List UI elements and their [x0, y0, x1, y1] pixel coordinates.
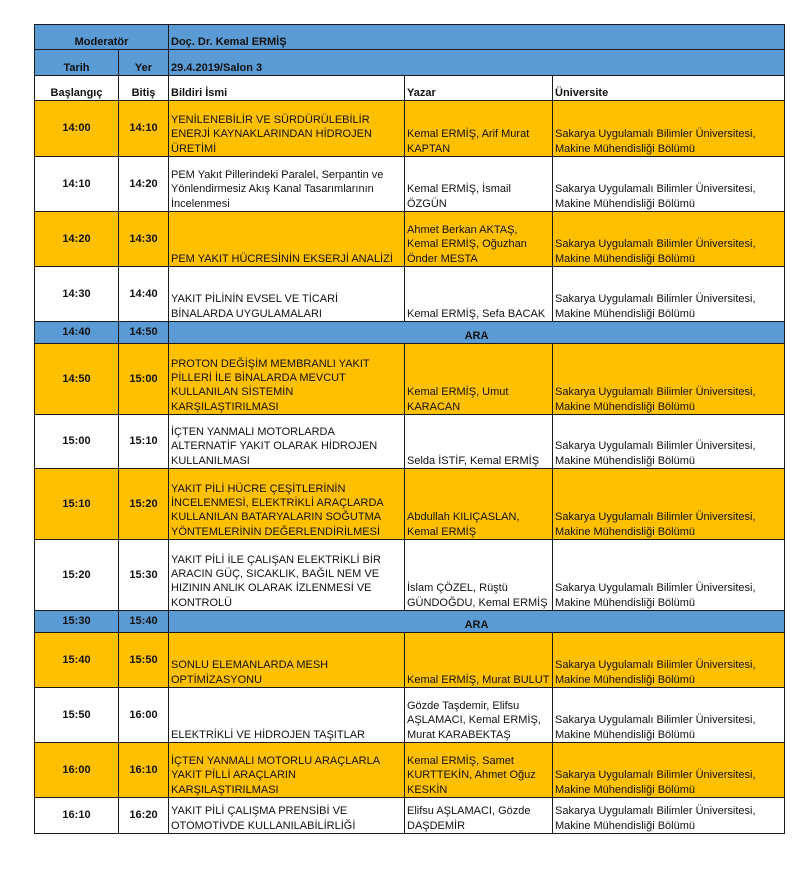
session-row [35, 540, 785, 611]
moderator-row [35, 25, 785, 50]
session-row [35, 743, 785, 798]
end-time: 14:10 [119, 101, 169, 157]
paper-author: Kemal ERMİŞ, Arif Murat KAPTAN [405, 101, 553, 157]
session-row [35, 344, 785, 415]
end-time: 14:30 [119, 212, 169, 267]
session-row [35, 157, 785, 212]
paper-author: Ahmet Berkan AKTAŞ, Kemal ERMİŞ, Oğuzhan Önder MESTA [405, 212, 553, 267]
break-end-time: 14:50 [119, 322, 169, 344]
paper-title: YAKIT PİLİ HÜCRE ÇEŞİTLERİNİN İNCELENMESİ, ELEKTRİKLİ ARAÇLARDA KULLANILAN BATARYALARIN SOĞUTMA YÖNTEMLERİNİN DEĞERLENDİRİLMESİ [169, 469, 405, 540]
paper-university: Sakarya Uygulamalı Bilimler Üniversitesi, Makine Mühendisliği Bölümü [553, 415, 785, 469]
column-header-university: Üniversite [553, 76, 785, 101]
paper-university: Sakarya Uygulamalı Bilimler Üniversitesi, Makine Mühendisliği Bölümü [553, 743, 785, 798]
paper-university: Sakarya Uygulamalı Bilimler Üniversitesi, Makine Mühendisliği Bölümü [553, 633, 785, 688]
paper-author: Kemal ERMİŞ, Samet KURTTEKİN, Ahmet Oğuz KESKİN [405, 743, 553, 798]
start-time: 14:20 [35, 212, 119, 267]
start-time: 14:00 [35, 101, 119, 157]
break-row [35, 611, 785, 633]
paper-author: Gözde Taşdemir, Elifsu AŞLAMACI, Kemal ERMİŞ, Murat KARABEKTAŞ [405, 688, 553, 743]
column-header-author: Yazar [405, 76, 553, 101]
end-time: 14:20 [119, 157, 169, 212]
start-time: 15:00 [35, 415, 119, 469]
paper-author: Elifsu AŞLAMACI, Gözde DAŞDEMİR [405, 798, 553, 834]
end-time: 15:20 [119, 469, 169, 540]
paper-university: Sakarya Uygulamalı Bilimler Üniversitesi, Makine Mühendisliği Bölümü [553, 267, 785, 322]
paper-title: İÇTEN YANMALI MOTORLU ARAÇLARLA YAKIT PİLLİ ARAÇLARIN KARŞILAŞTIRILMASI [169, 743, 405, 798]
paper-author: İslam ÇÖZEL, Rüştü GÜNDOĞDU, Kemal ERMİŞ [405, 540, 553, 611]
start-time: 15:40 [35, 633, 119, 688]
end-time: 15:10 [119, 415, 169, 469]
start-time: 15:50 [35, 688, 119, 743]
session-row [35, 688, 785, 743]
paper-university: Sakarya Uygulamalı Bilimler Üniversitesi, Makine Mühendisliği Bölümü [553, 688, 785, 743]
end-time: 16:10 [119, 743, 169, 798]
break-start-time: 14:40 [35, 322, 119, 344]
session-row [35, 798, 785, 834]
date-place-row [35, 50, 785, 76]
paper-university: Sakarya Uygulamalı Bilimler Üniversitesi, Makine Mühendisliği Bölümü [553, 344, 785, 415]
end-time: 15:30 [119, 540, 169, 611]
paper-author: Abdullah KILIÇASLAN, Kemal ERMİŞ [405, 469, 553, 540]
paper-title: YAKIT PİLİ İLE ÇALIŞAN ELEKTRİKLİ BİR ARACIN GÜÇ, SICAKLIK, BAĞIL NEM VE HIZININ ANLIK OLARAK İZLENMESİ VE KONTROLÜ [169, 540, 405, 611]
paper-university: Sakarya Uygulamalı Bilimler Üniversitesi, Makine Mühendisliği Bölümü [553, 798, 785, 834]
session-row [35, 469, 785, 540]
paper-university: Sakarya Uygulamalı Bilimler Üniversitesi, Makine Mühendisliği Bölümü [553, 469, 785, 540]
end-time: 15:00 [119, 344, 169, 415]
paper-title: İÇTEN YANMALI MOTORLARDA ALTERNATİF YAKIT OLARAK HİDROJEN KULLANILMASI [169, 415, 405, 469]
paper-title: PEM YAKIT HÜCRESİNİN EKSERJİ ANALİZİ [169, 212, 405, 267]
paper-university: Sakarya Uygulamalı Bilimler Üniversitesi, Makine Mühendisliği Bölümü [553, 540, 785, 611]
paper-author: Kemal ERMİŞ, Sefa BACAK [405, 267, 553, 322]
break-start-time: 15:30 [35, 611, 119, 633]
paper-title: YAKIT PİLİ ÇALIŞMA PRENSİBİ VE OTOMOTİVDE KULLANILABİLİRLİĞİ [169, 798, 405, 834]
schedule-table [34, 24, 785, 834]
place-label: Yer [119, 50, 169, 76]
paper-university: Sakarya Uygulamalı Bilimler Üniversitesi, Makine Mühendisliği Bölümü [553, 157, 785, 212]
session-row [35, 415, 785, 469]
session-row [35, 212, 785, 267]
column-header-title: Bildiri İsmi [169, 76, 405, 101]
date-label: Tarih [35, 50, 119, 76]
break-end-time: 15:40 [119, 611, 169, 633]
paper-author: Selda İSTİF, Kemal ERMİŞ [405, 415, 553, 469]
column-header-end: Bitiş [119, 76, 169, 101]
paper-author: Kemal ERMİŞ, İsmail ÖZGÜN [405, 157, 553, 212]
paper-title: PEM Yakıt Pillerindeki Paralel, Serpantin ve Yönlendirmesiz Akış Kanal Tasarımlarının İncelenmesi [169, 157, 405, 212]
end-time: 16:00 [119, 688, 169, 743]
paper-university: Sakarya Uygulamalı Bilimler Üniversitesi, Makine Mühendisliği Bölümü [553, 212, 785, 267]
session-row [35, 633, 785, 688]
session-row [35, 267, 785, 322]
break-label: ARA [169, 322, 785, 344]
schedule-body [35, 25, 785, 834]
paper-title: YENİLENEBİLİR VE SÜRDÜRÜLEBİLİR ENERJİ KAYNAKLARINDAN HİDROJEN ÜRETİMİ [169, 101, 405, 157]
paper-author: Kemal ERMİŞ, Murat BULUT [405, 633, 553, 688]
paper-title: YAKIT PİLİNİN EVSEL VE TİCARİ BİNALARDA UYGULAMALARI [169, 267, 405, 322]
session-row [35, 101, 785, 157]
end-time: 16:20 [119, 798, 169, 834]
start-time: 16:10 [35, 798, 119, 834]
start-time: 14:30 [35, 267, 119, 322]
start-time: 16:00 [35, 743, 119, 798]
column-header-row [35, 76, 785, 101]
paper-author: Kemal ERMİŞ, Umut KARACAN [405, 344, 553, 415]
start-time: 14:10 [35, 157, 119, 212]
paper-title: SONLU ELEMANLARDA MESH OPTİMİZASYONU [169, 633, 405, 688]
end-time: 15:50 [119, 633, 169, 688]
paper-title: PROTON DEĞİŞİM MEMBRANLI YAKIT PİLLERİ İLE BİNALARDA MEVCUT KULLANILAN SİSTEMİN KARŞILAŞTIRILMASI [169, 344, 405, 415]
start-time: 15:20 [35, 540, 119, 611]
break-row [35, 322, 785, 344]
start-time: 14:50 [35, 344, 119, 415]
moderator-label: Moderatör [35, 25, 169, 50]
column-header-start: Başlangıç [35, 76, 119, 101]
start-time: 15:10 [35, 469, 119, 540]
moderator-name: Doç. Dr. Kemal ERMİŞ [169, 25, 785, 50]
paper-title: ELEKTRİKLİ VE HİDROJEN TAŞITLAR [169, 688, 405, 743]
paper-university: Sakarya Uygulamalı Bilimler Üniversitesi, Makine Mühendisliği Bölümü [553, 101, 785, 157]
date-place-value: 29.4.2019/Salon 3 [169, 50, 785, 76]
break-label: ARA [169, 611, 785, 633]
end-time: 14:40 [119, 267, 169, 322]
